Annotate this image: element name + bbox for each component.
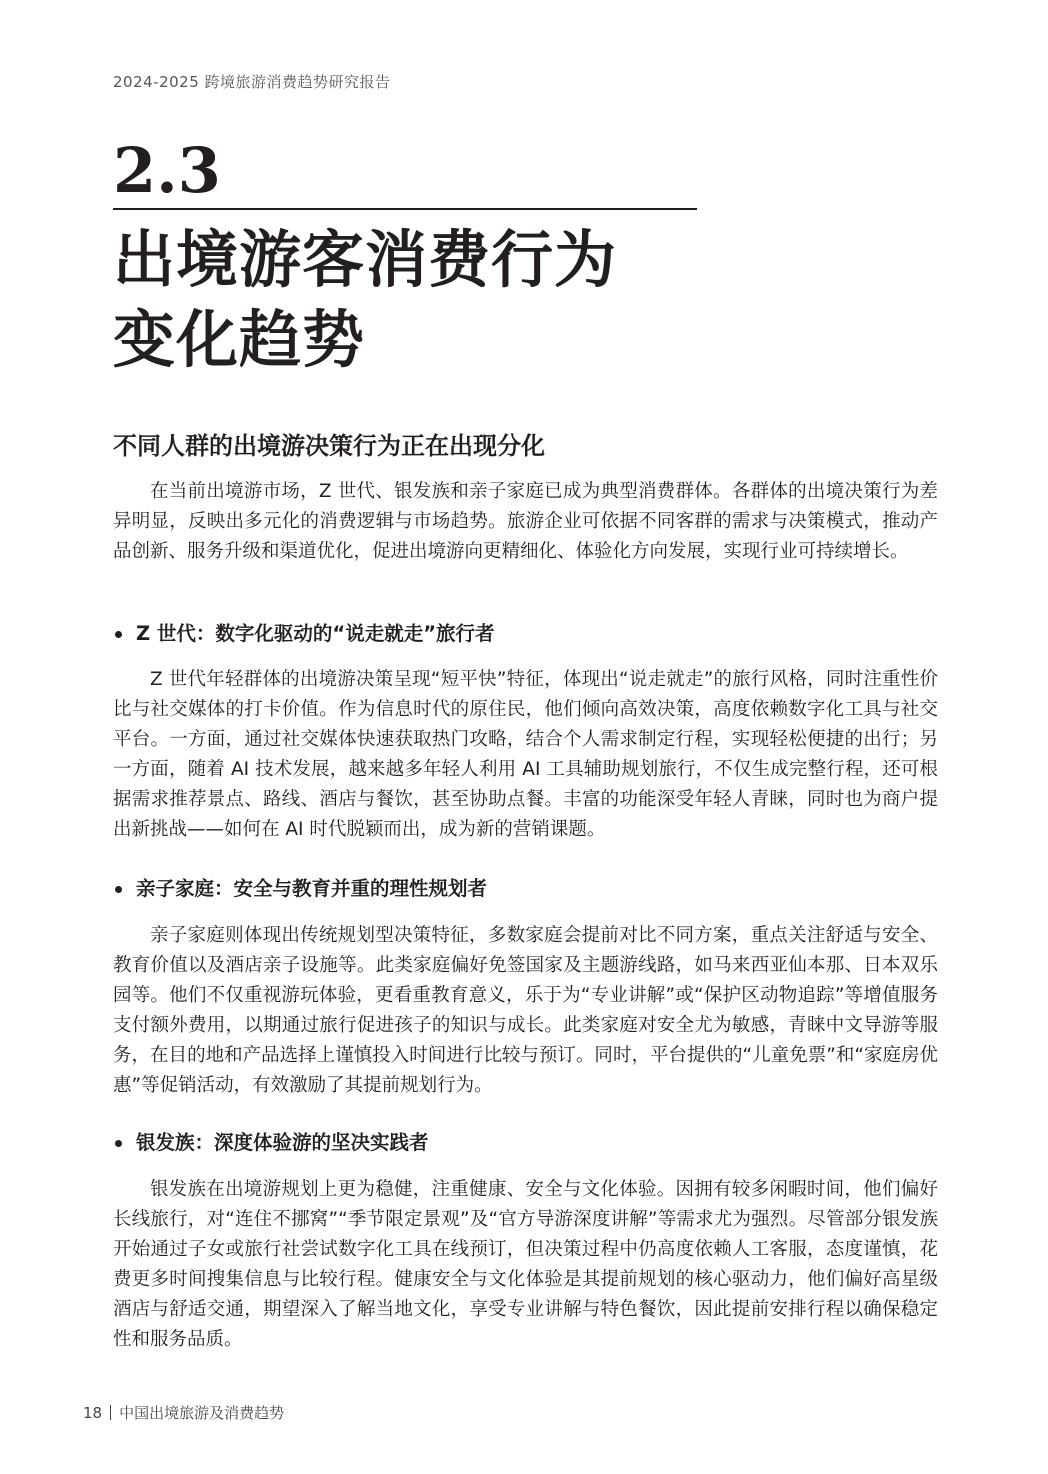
page-footer	[83, 1402, 284, 1423]
section-title-line-1: 出境游客消费行为	[113, 223, 618, 296]
bullet-icon	[115, 631, 122, 638]
section-divider	[113, 208, 697, 210]
group-heading-families	[113, 875, 487, 903]
group-heading-text: 银发族：深度体验游的坚决实践者	[136, 1131, 429, 1154]
group-heading-seniors	[113, 1129, 429, 1157]
running-header: 2024-2025 跨境旅游消费趋势研究报告	[113, 73, 391, 91]
group-paragraph-families: 亲子家庭则体现出传统规划型决策特征，多数家庭会提前对比不同方案，重点关注舒适与安全、教育价值以及酒店亲子设施等。此类家庭偏好免签国家及主题游线路，如马来西亚仙本那、日本双乐园等。他们不仅重视游玩体验，更看重教育意义，乐于为“专业讲解”或“保护区动物追踪”等增值服务支付额外费用，以期通过旅行促进孩子的知识与成长。此类家庭对安全尤为敏感，青睐中文导游等服务，在目的地和产品选择上谨慎投入时间进行比较与预订。同时，平台提供的“儿童免票”和“家庭房优惠”等促销活动，有效激励了其提前规划行为。	[113, 925, 938, 1096]
group-heading-gen-z	[113, 620, 495, 648]
page-number: 18	[83, 1403, 103, 1422]
footer-chapter: 中国出境旅游及消费趋势	[119, 1404, 285, 1422]
bullet-icon	[115, 886, 122, 893]
group-paragraph-seniors: 银发族在出境游规划上更为稳健，注重健康、安全与文化体验。因拥有较多闲暇时间，他们偏好长线旅行，对“连住不挪窝”“季节限定景观”及“官方导游深度讲解”等需求尤为强烈。尽管部分银发族开始通过子女或旅行社尝试数字化工具在线预订，但决策过程中仍高度依赖人工客服，态度谨慎，花费更多时间搜集信息与比较行程。健康安全与文化体验是其提前规划的核心驱动力，他们偏好高星级酒店与舒适交通，期望深入了解当地文化，享受专业讲解与特色餐饮，因此提前安排行程以确保稳定性和服务品质。	[113, 1179, 938, 1350]
footer-separator	[110, 1405, 111, 1420]
section-title-line-2: 变化趋势	[113, 303, 366, 376]
group-heading-text: Z 世代：数字化驱动的“说走就走”旅行者	[136, 622, 495, 645]
bullet-icon	[115, 1140, 122, 1147]
section-title	[113, 220, 617, 380]
section-number: 2.3	[113, 134, 221, 207]
subsection-title: 不同人群的出境游决策行为正在出现分化	[113, 432, 545, 460]
intro-paragraph: 在当前出境游市场，Z 世代、银发族和亲子家庭已成为典型消费群体。各群体的出境决策行为差异明显，反映出多元化的消费逻辑与市场趋势。旅游企业可依据不同客群的需求与决策模式，推动产品创新、服务升级和渠道优化，促进出境游向更精细化、体验化方向发展，实现行业可持续增长。	[113, 481, 938, 562]
group-paragraph-gen-z: Z 世代年轻群体的出境游决策呈现“短平快”特征，体现出“说走就走”的旅行风格，同时注重性价比与社交媒体的打卡价值。作为信息时代的原住民，他们倾向高效决策，高度依赖数字化工具与社交平台。一方面，通过社交媒体快速获取热门攻略，结合个人需求制定行程，实现轻松便捷的出行；另一方面，随着 AI 技术发展，越来越多年轻人利用 AI 工具辅助规划旅行，不仅生成完整行程，还可根据需求推荐景点、路线、酒店与餐饮，甚至协助点餐。丰富的功能深受年轻人青睐，同时也为商户提出新挑战——如何在 AI 时代脱颖而出，成为新的营销课题。	[113, 669, 938, 840]
group-heading-text: 亲子家庭：安全与教育并重的理性规划者	[136, 877, 488, 900]
